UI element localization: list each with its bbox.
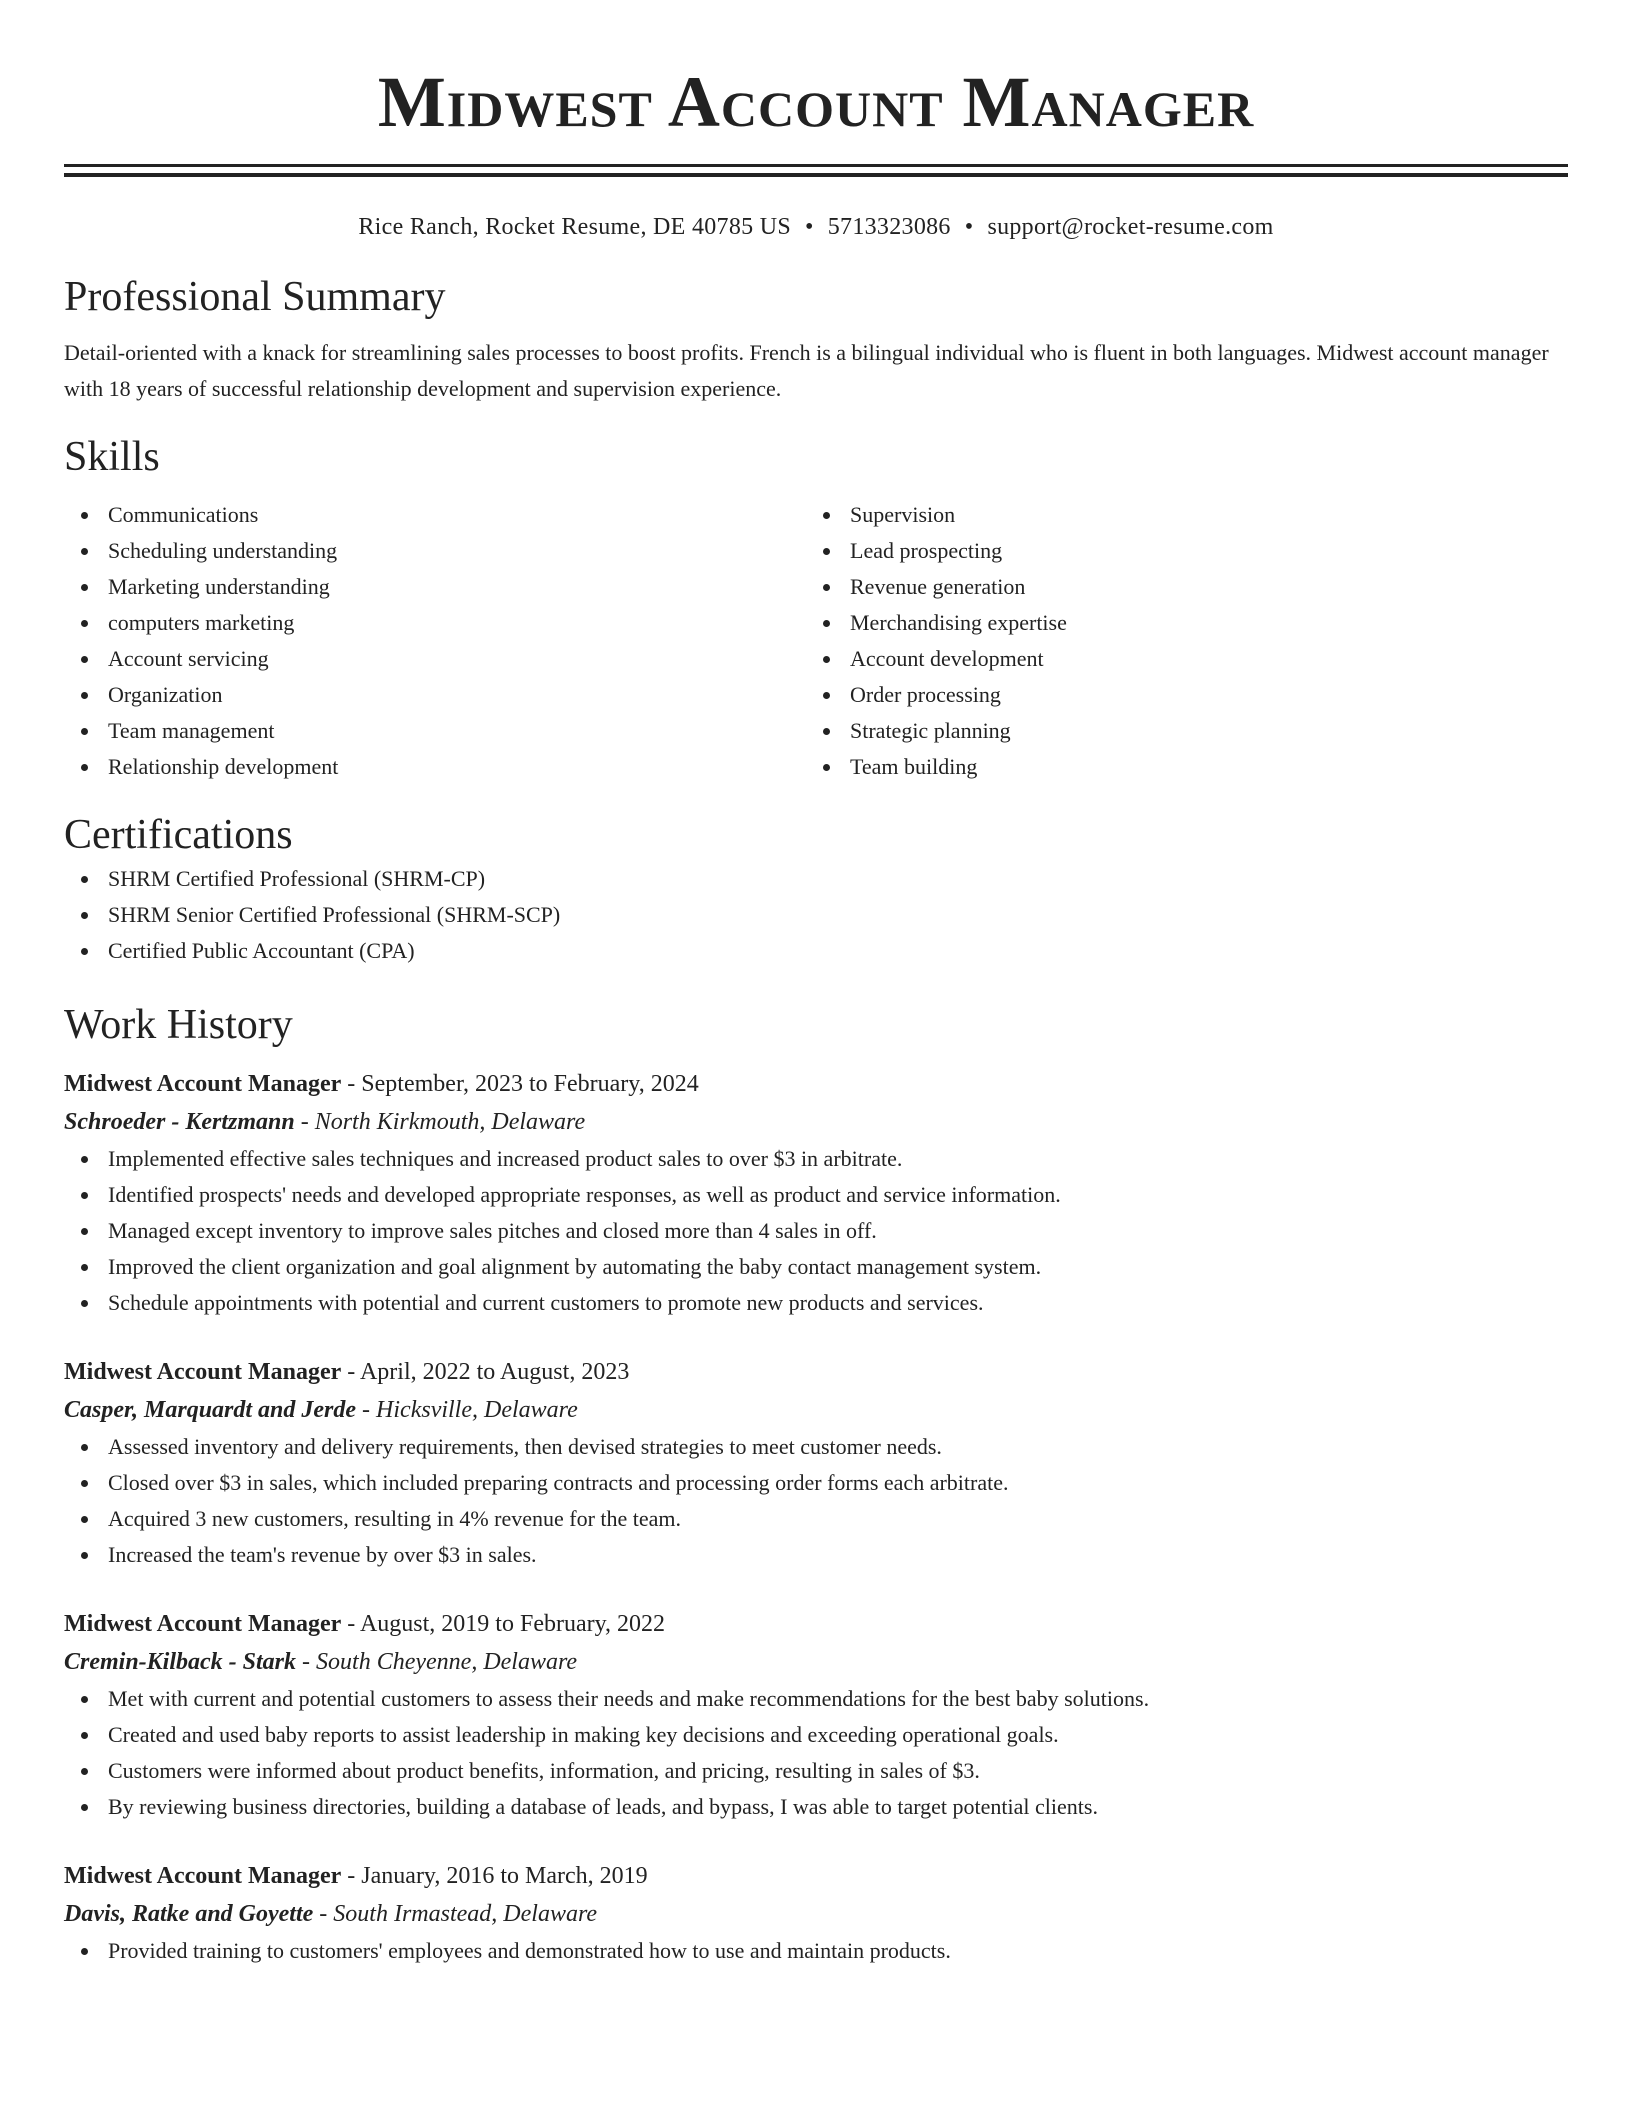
job-bullet: Schedule appointments with potential and current customers to promote new products and services.: [64, 1285, 1568, 1321]
job-role: Midwest Account Manager: [64, 1611, 342, 1637]
job-bullet: Customers were informed about product benefits, information, and pricing, resulting in sales of $3.: [64, 1753, 1568, 1789]
job-header: [64, 1353, 1568, 1391]
job-company-line: [64, 1895, 1568, 1933]
certification-item: SHRM Senior Certified Professional (SHRM-SCP): [64, 897, 1568, 933]
job-header: [64, 1605, 1568, 1643]
job-bullets: [64, 1933, 1568, 1969]
job-bullet: Provided training to customers' employees and demonstrated how to use and maintain products.: [64, 1933, 1568, 1969]
skill-item: Team management: [64, 713, 806, 749]
job-dash: -: [313, 1901, 334, 1927]
skill-item: computers marketing: [64, 605, 806, 641]
job-dash: -: [294, 1109, 315, 1135]
header-divider-thin: [64, 173, 1568, 177]
job-company: Schroeder - Kertzmann: [64, 1109, 295, 1135]
skill-item: Communications: [64, 497, 806, 533]
skill-item: Strategic planning: [806, 713, 1568, 749]
job-location: South Irmastead, Delaware: [333, 1901, 598, 1927]
summary-text: Detail-oriented with a knack for streamlining sales processes to boost profits. French is a bilingual individual who is fluent in both languages. Midwest account manager with 18 years of successful relationship development and supervision experience.: [64, 340, 1549, 401]
skills-heading: Skills: [64, 434, 160, 480]
job-bullet: Increased the team's revenue by over $3 in sales.: [64, 1537, 1568, 1573]
job-entry: [64, 1857, 1568, 1969]
header-divider-thick: [64, 164, 1568, 167]
job-entry: [64, 1353, 1568, 1573]
job-dates: September, 2023 to February, 2024: [361, 1071, 699, 1097]
contact-phone: 5713323086: [827, 214, 951, 240]
job-role: Midwest Account Manager: [64, 1071, 342, 1097]
job-role: Midwest Account Manager: [64, 1863, 342, 1889]
job-dates: January, 2016 to March, 2019: [361, 1863, 648, 1889]
job-bullet: Identified prospects' needs and developed appropriate responses, as well as product and service information.: [64, 1177, 1568, 1213]
skill-item: Lead prospecting: [806, 533, 1568, 569]
job-bullet: Implemented effective sales techniques and increased product sales to over $3 in arbitrate.: [64, 1141, 1568, 1177]
certifications-heading: Certifications: [64, 812, 293, 858]
certification-item: Certified Public Accountant (CPA): [64, 933, 1568, 969]
skill-item: Supervision: [806, 497, 1568, 533]
job-dash: -: [296, 1649, 317, 1675]
job-dash: -: [341, 1071, 362, 1097]
job-dash: -: [341, 1863, 362, 1889]
contact-address: Rice Ranch, Rocket Resume, DE 40785 US: [358, 214, 792, 240]
job-company-line: [64, 1643, 1568, 1681]
job-role: Midwest Account Manager: [64, 1359, 342, 1385]
job-bullet: Closed over $3 in sales, which included preparing contracts and processing order forms each arbitrate.: [64, 1465, 1568, 1501]
contact-separator: •: [964, 214, 974, 240]
contact-line: [64, 211, 1568, 243]
job-location: Hicksville, Delaware: [376, 1397, 578, 1423]
job-entry: [64, 1605, 1568, 1825]
job-dash: -: [341, 1611, 360, 1637]
job-header: [64, 1857, 1568, 1895]
job-dash: -: [356, 1397, 377, 1423]
contact-separator: •: [805, 214, 814, 240]
job-dates: April, 2022 to August, 2023: [359, 1359, 630, 1385]
job-bullet: By reviewing business directories, building a database of leads, and bypass, I was able to target potential clients.: [64, 1789, 1568, 1825]
certification-item: SHRM Certified Professional (SHRM-CP): [64, 861, 1568, 897]
job-bullets: [64, 1429, 1568, 1573]
skills-grid: [64, 497, 1568, 785]
summary-heading: Professional Summary: [64, 274, 446, 320]
job-bullet: Improved the client organization and goal alignment by automating the baby contact management system.: [64, 1249, 1568, 1285]
skill-item: Account servicing: [64, 641, 806, 677]
job-company-line: [64, 1391, 1568, 1429]
resume-page: [64, 0, 1568, 1969]
skill-item: Marketing understanding: [64, 569, 806, 605]
job-bullets: [64, 1141, 1568, 1321]
skill-item: Team building: [806, 749, 1568, 785]
job-header: [64, 1065, 1568, 1103]
job-company-line: [64, 1103, 1568, 1141]
job-location: North Kirkmouth, Delaware: [314, 1109, 586, 1135]
skill-item: Order processing: [806, 677, 1568, 713]
job-company: Casper, Marquardt and Jerde: [64, 1397, 357, 1423]
skill-item: Merchandising expertise: [806, 605, 1568, 641]
job-bullet: Assessed inventory and delivery requirements, then devised strategies to meet customer needs.: [64, 1429, 1568, 1465]
skill-item: Account development: [806, 641, 1568, 677]
candidate-name: Midwest Account Manager: [377, 62, 1255, 142]
job-dash: -: [341, 1359, 360, 1385]
job-bullet: Acquired 3 new customers, resulting in 4% revenue for the team.: [64, 1501, 1568, 1537]
job-bullets: [64, 1681, 1568, 1825]
job-bullet: Met with current and potential customers to assess their needs and make recommendations for the best baby solutions.: [64, 1681, 1568, 1717]
skills-column-left: [64, 497, 806, 785]
work-history-heading: Work History: [64, 1002, 293, 1048]
job-entry: [64, 1065, 1568, 1321]
skill-item: Relationship development: [64, 749, 806, 785]
job-bullet: Managed except inventory to improve sales pitches and closed more than 4 sales in off.: [64, 1213, 1568, 1249]
contact-email: support@rocket-resume.com: [987, 214, 1274, 240]
skill-item: Revenue generation: [806, 569, 1568, 605]
skill-item: Scheduling understanding: [64, 533, 806, 569]
job-bullet: Created and used baby reports to assist leadership in making key decisions and exceeding operational goals.: [64, 1717, 1568, 1753]
certifications-list: [64, 861, 1568, 969]
job-dates: August, 2019 to February, 2022: [359, 1611, 666, 1637]
job-company: Davis, Ratke and Goyette: [64, 1901, 314, 1927]
skill-item: Organization: [64, 677, 806, 713]
job-company: Cremin-Kilback - Stark: [64, 1649, 297, 1675]
job-location: South Cheyenne, Delaware: [316, 1649, 578, 1675]
skills-column-right: [806, 497, 1568, 785]
